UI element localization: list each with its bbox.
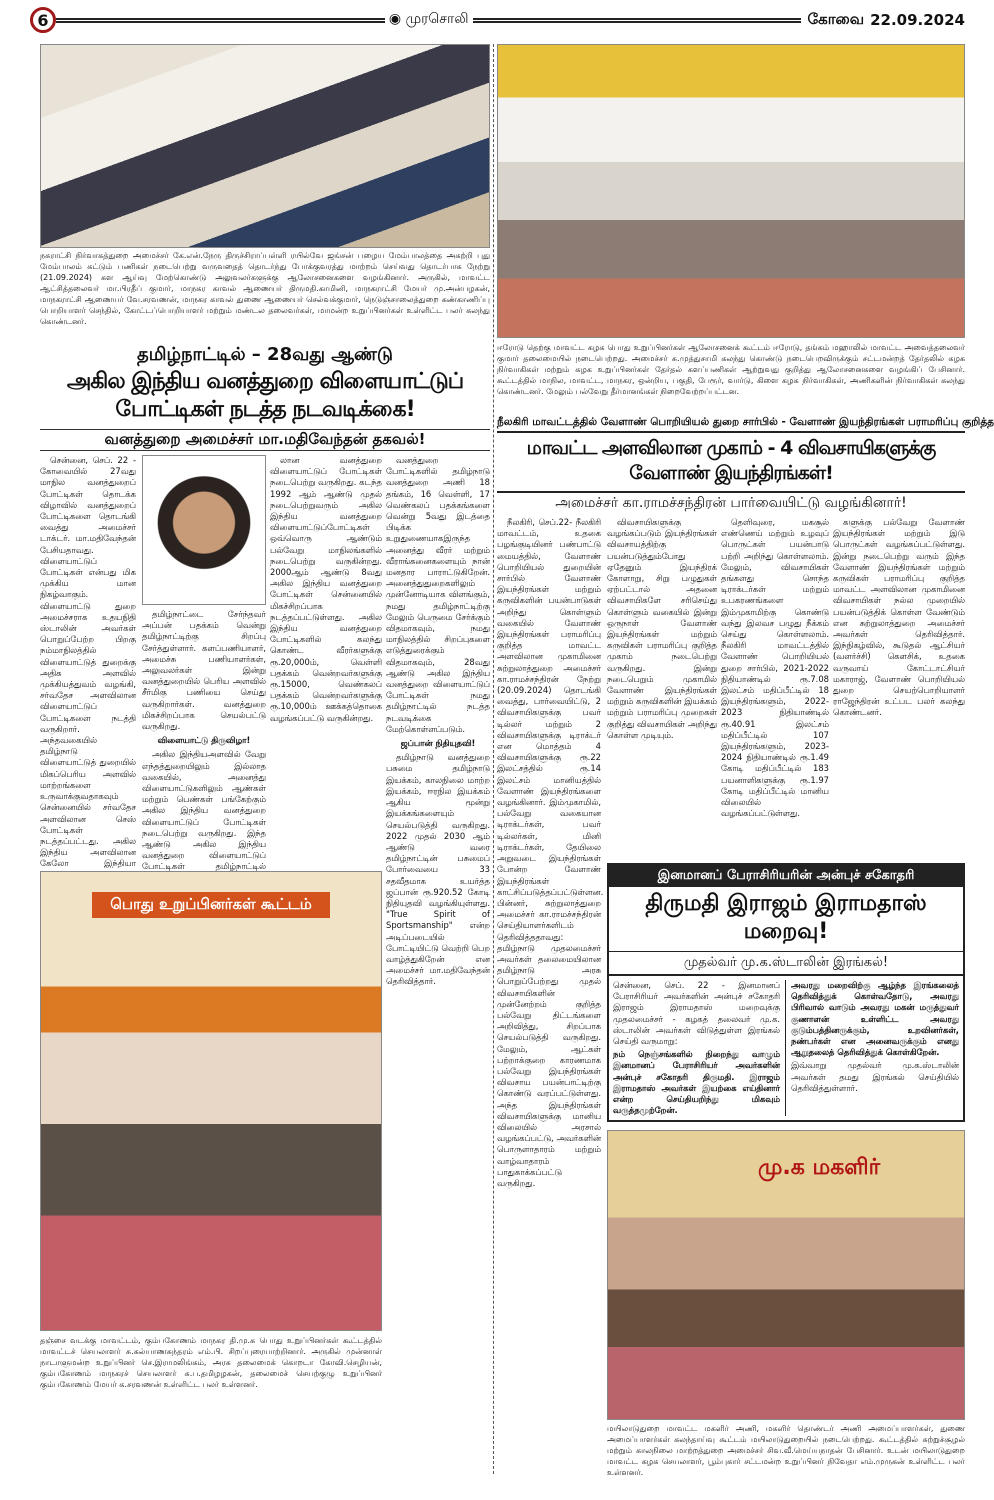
machinery-col-1: [497, 517, 604, 1477]
masthead-text: முரசொலி: [405, 11, 469, 27]
page-number: 6: [30, 7, 56, 33]
edition: கோவை: [807, 10, 865, 28]
machinery-headline: மாவட்ட அளவிலான முகாம் - 4 விவசாயிகளுக்கு வேளாண் இயந்திரங்கள்!: [497, 431, 965, 493]
forest-text: அகில இந்தியஅளவில் வேறு எந்தத்துறையிலும் இல்லாத வகையில், அனைத்து விளையாட்டுகளிலும் ஆண்கள் மற்றும் பெண்கள் பங்கேற்கும் அகில இந்திய வனத்துறை விளையாட்டுப் போட்டிகள் நடைபெற்று வருகிறது. இந்த ஆண்டு அகில இந்திய வனத்துறை விளையாட்டுப் போட்டிகள் தமிழ்நாட்டில்: [142, 749, 266, 872]
forest-headline: அகில இந்திய வனத்துறை விளையாட்டுப் போட்டிகள் நடத்த நடவடிக்கை!: [66, 369, 464, 422]
column-divider: [493, 44, 494, 1474]
party-meeting-caption: தஞ்சை வடக்கு மாவட்டம், கும்பகோணம் மாநகர தி.மு.க பொது உறுப்பினர்கள் கூட்டத்தில் மாவட்டச் செயலாளர் சு.கல்யாணசுந்தரம் எம்.பி. சிறப்புரையாற்றினார். அருகில் முன்னாள் நாடாளுமன்ற உறுப்பினர் செ.இராமலிங்கம், அரசு தலைமைக் கொறடா கோவி.செழியன், கும்பகோணம் மாநகரச் செயலாளர் சு.ப.தமிழழகன், தலைமைச் செயற்குழு உறுப்பினர் கும்பகோணம் மேயர் க.சரவணன் உள்ளிட்ட பலர் உள்ளனர்.: [40, 1336, 382, 1389]
obituary-box: [607, 863, 965, 1122]
machinery-columns: [607, 517, 965, 857]
obituary-text: சென்னை, செப். 22 - இனமானப் பேராசிரியர் அவர்களின் அன்புச் சகோதரி இராஜம் இராமதாஸ் மறைவுக்கு முதலமைச்சர் - கழகத் தலைவர் மு.க. ஸ்டாலின் அவர்கள் விடுத்துள்ள இரங்கல் செய்தி வருமாறு:: [613, 980, 780, 1047]
forest-col-3: [270, 455, 382, 865]
forest-text: தமிழ்நாடு வனத்துறை பசுமை தமிழ்நாடு இயக்கம், காலநிலை மாற்ற இயக்கம், ஈரநில இயக்கம் ஆகிய மூன்று இயக்கங்களையும் செயல்படுத்தி வருகிறது. 2022 முதல் 2030 ஆம் ஆண்டு வரை தமிழ்நாட்டின் பசுமைப் போர்வையை 33 சதவீதமாக உயர்த்த ஜப்பான் ரூ.920.52 கோடி நிதியுதவி வழங்கியுள்ளது. "True Spirit of Sportsmanship" என்ற அடிப்படையில் போட்டியிட்டு வெற்றி பெற வாழ்த்துகிறேன் என அமைச்சர் மா.மதிவேந்தன் தெரிவித்தார்.: [386, 752, 490, 987]
header-rule: [56, 18, 385, 23]
forest-body: [40, 455, 490, 1445]
banner-text: மு.க மகளிர்: [758, 1155, 881, 1181]
machinery-body: [497, 517, 965, 1478]
header-rule: [473, 18, 802, 23]
date: 22.09.2024: [870, 11, 965, 29]
forest-col-4: [386, 455, 490, 1445]
forest-text: சென்னை, செப். 22 - கோவையில் 27வது மாநில வனத்துறைப் போட்டிகள் தொடக்க விழாவில் வனத்துறைப் போட்டிகளை தொடங்கி வைத்து அமைச்சர் டாக்டர். மா.மதிவேந்தன் பேசியதாவது. விளையாட்டுப் போட்டிகள் என்பது மிக முக்கிய மான நிகழ்வாகும். விளையாட்டு துறை அமைச்சராக உதயநிதி ஸ்டாலின் அவர்கள் பொறுப்பேற்ற பிறகு நம்மாநிலத்தில் விளையாட்டுத் துறைக்கு அதிக அளவில் முக்கியத்துவம் வழங்கி, சர்வதேச அளவிலான விளையாட்டுப் போட்டிகளை நடத்தி வருகிறார். அந்தவகையில் தமிழ்நாடு விளையாட்டுத் துறையில் மிகப்பெரிய அளவில் மாற்றங்களை உருவாக்குவதாகவும் சென்னையில் சர்வதேச அளவிலான செஸ் போட்டிகள் நடத்தப்பட்டது. அகில இந்திய அளவிலான கேலோ இந்தியா: [40, 455, 136, 869]
inspection-caption: நகராட்சி நிர்வாகத்துறை அமைச்சர் கே.என்.நேரு திருச்சிராப்பள்ளி ரயில்வே ஜங்சன் பழைய மேம்பாலத்தை அகற்றி புது மேம்பாலம் கட்டும் பணிகள் நடைபெற்று வருவதைத் தொடர்ந்து போக்குவரத்து மாற்றம் செய்வது தொடர்பாக நேற்று (21.09.2024) கள ஆய்வு மேற்கொண்டு அலுவலர்களுக்கு ஆலோசனைகளை வழங்கினார். அருகில், மாவட்ட ஆட்சித்தலைவர் மா.பிரதீப் குமார், மாநகர காவல் ஆணையர் திருமதி.காமினி, மாநகராட்சி மேயர் மு.அன்பழகன், மாநகராட்சி ஆணையர் வே.சரவணன், மாநகர காவல் துணை ஆணையர் செல்வக்குமார், நெடுஞ்சாலைத்துறை கண்காணிப்பு பொறியாளர் செந்தில், கோட்டப்பொறியாளர் மற்றும் மண்டல தலைவர்கள், மாமன்ற உறுப்பினர்கள் உள்ளிட்ட பலர் கலந்து கொண்டனர்.: [40, 251, 490, 326]
machinery-article: [497, 416, 994, 1478]
party-meeting-photo: [40, 871, 382, 1331]
masthead: [385, 11, 473, 29]
obituary-col-2: [786, 980, 959, 1116]
section-heading: ஜப்பான் நிதியுதவி!: [400, 738, 476, 749]
banner-text: பொது உறுப்பினர்கள் கூட்டம்: [92, 892, 330, 918]
forest-col-1: [40, 455, 136, 869]
forest-article: [40, 344, 490, 1445]
forest-text: வனத்துறை போட்டிகளில் தமிழ்நாடு வனத்துறை அணி 18 தங்கம், 16 வெள்ளி, 17 வெண்கலப் பதக்கங்களை வென்று 5வது இடத்தை பிடிக்க உறுதுணையாகஇருந்த அனைத்து வீரர் மற்றும் வீராங்கனைகளையும் நான் மனதார பாராட்டுகிறேன். அனைத்துதுறைகளிலும் முன்னோடியாக விளங்கும், நமது தமிழ்நாட்டிற்கு மேலும் பெருமை சேர்க்கும் விதமாகவும், நமது மாநிலத்தில் சிறப்புகளை எடுத்துரைக்கும் விதமாகவும், 28வது ஆண்டு அகில இந்திய வனத்துறை விளையாட்டுப் போட்டிகள் நமது தமிழ்நாட்டில் நடத்த நடவடிக்கை மேற்கொள்ளப்படும்.: [386, 455, 490, 734]
obituary-quote: அவரது மறைவிற்கு ஆழ்ந்த இரங்கலைத் தெரிவித்துக் கொள்வதோடு, அவரது பிரிவால் வாடும் அவரது மகன் மருத்துவர் குணாளன் உள்ளிட்ட அவரது குடும்பத்தினருக்கும், உறவினர்கள், நண்பர்கள் என அனைவருக்கும் எனது ஆறுதலைத் தெரிவித்துக் கொள்கிறேன்.: [791, 980, 959, 1058]
obituary-kicker: இனமானப் பேராசிரியரின் அன்புச் சகோதரி: [609, 865, 963, 887]
womens-wing-photo: [607, 1130, 965, 1420]
obituary-subheadline: முதல்வர் மு.க.ஸ்டாலின் இரங்கல்!: [609, 952, 963, 976]
page-header: [30, 4, 965, 36]
section-heading: விளையாட்டு திருவிழா!: [157, 735, 251, 746]
machinery-text: நீலகிரி, செப்.22- நீலகிரி மாவட்டம், உதகை பழங்குடியினர் பண்பாட்டு மையத்தில், வேளாண் பொறியியல் துறையின் சார்பில் வேளாண் இயந்திரங்கள் மற்றும் கருவிகளின் பயன்பாடுகள் அறிந்து கொள்ளும் வகையில் வேளாண் இயந்திரங்கள் பராமரிப்பு குறித்த மாவட்ட அளவிலான முகாமினை சுற்றுலாத்துறை அமைச்சர் கா.ராமச்சந்திரன் நேற்று (20.09.2024) தொடங்கி வைத்து, பார்வையிட்டு, 2 விவசாயிகளுக்கு பவர் டில்லர் மற்றும் 2 விவசாயிகளுக்கு டிராக்டர் என மொத்தம் 4 விவசாயிகளுக்கு ரூ.22 இலட்சத்தில் ரூ.14 இலட்சம் மானியத்தில் வேளாண் இயந்திரங்களை வழங்கினார். இம்முகாமில், பல்வேறு வகையான டிராக்டர்கள், பவர் டில்லர்கள், மினி டிராக்டர்கள், தேயிலை அறுவடை இயந்திரங்கள் போன்ற வேளாண் இயந்திரங்கள் காட்சிப்படுத்தப்பட்டுள்ளன. பின்னர், சுற்றுலாத்துறை அமைச்சர் கா.ராமச்சந்திரன் செய்தியாளர்களிடம் தெரிவித்ததாவது: தமிழ்நாடு முதலமைச்சர் அவர்கள் தலைமையிலான தமிழ்நாடு அரசு பொறுப்பேற்றது முதல் விவசாயிகளின் முன்னேற்றம் குறித்த பல்வேறு திட்டங்களை அறிவித்து, சிறப்பாக செயல்படுத்தி வருகிறது. மேலும், ஆட்கள் பற்றாக்குறை காரணமாக பல்வேறு இயந்திரங்கள் விவசாய பயன்பாட்டிற்கு கொண்டு வரப்பட்டுள்ளது. அந்த இயந்திரங்கள் விவசாயிகளுக்கு மானிய விலையில் அரசால் வழங்கப்பட்டு, அவர்களின் பொருளாதாரம் மற்றும் வாழ்வாதாரம் பாதுகாக்கப்பட்டு வருகிறது.: [497, 517, 604, 1188]
forest-text: தமிழ்நாட்டை சேர்ந்தவர் அப்பன் பதக்கம் வென்று தமிழ்நாட்டிற்கு சிறப்பு சேர்த்துள்ளார். களப்பணியாளர், அமைச்சு பணியாளர்கள், அலுவலர்கள் இன்று வனத்துறையில் பெரிய அளவில் சீர்மிகு பணியை செய்து வருகிறார்கள். வனத்துறை மிகச்சிறப்பாக செயல்பட்டு வருகிறது.: [142, 609, 266, 732]
machinery-text: தெளிவுரை, மகசூல் எண்ணெய் மற்றும் உழவுப் பொருட்கள் பயன்பாடு பற்றி அறிந்து கொள்ளலாம். மேலும், விவசாயிகள் தங்களது சொந்த டிராக்டர்கள் மற்றும் உபகரணங்களை இம்முகாமிற்கு கொண்டு வந்து இலவச பழுது நீக்கம் செய்து கொள்ளலாம். நீலகிரி மாவட்டத்தில் வேளாண் பொறியியல் துறை சார்பில், 2021-2022 நிதியாண்டில் ரூ.7.08 இலட்சம் மதிப்பீட்டில் 18 இயந்திரங்களும், 2022-2023 நிதியாண்டில் ரூ.40.91 இலட்சம் மதிப்பீட்டில் 107 இயந்திரங்களும், 2023-2024 நிதியாண்டில் ரூ.1.49 கோடி மதிப்பீட்டில் 183 பயனாளிகளுக்கு ரூ.1.97 கோடி மதிப்பீட்டில் மானிய விலையில் வழங்கப்பட்டுள்ளது.: [721, 517, 829, 819]
masthead-logo-icon: ◉: [388, 11, 402, 27]
machinery-kicker: நீலகிரி மாவட்டத்தில் வேளாண் பொறியியல் துறை சார்பில் - வேளாண் இயந்திரங்கள் பராமரிப்பு குறித்த: [497, 416, 994, 428]
obituary-body: [609, 976, 963, 1120]
forest-col-2: [142, 609, 266, 872]
obituary-quote: நம் நெஞ்சங்களில் நிறைந்து வாழும் இனமானப் பேராசிரியர் அவர்களின் அன்புச் சகோதரி திருமதி. இராஜம் இராமதாஸ் அவர்கள் இயற்கை எய்தினார் என்ற செய்தியறிந்து மிகவும் வருத்தமுற்றேன்.: [613, 1049, 780, 1116]
meeting-photo: [497, 44, 965, 338]
machinery-text: விவசாயிகளுக்கு வழங்கப்படும் இயந்திரங்கள் விவசாயத்திற்கு பயன்படுத்தும்போது ஏதேனும் இயந்திரக் கோளாறு, சிறு பழுதுகள் ஏற்பட்டால் அதனை விவசாயிகளே சரிசெய்து கொள்ளும் வகையில் இன்று ஒருநாள் வேளாண் இயந்திரங்கள் மற்றும் கருவிகள் பராமரிப்பு குறித்த முகாம் நடைபெற்று வருகிறது. இன்று நடைபெறும் முகாமில் வேளாண் இயந்திரங்கள் மற்றும் கருவிகளின் இயக்கம் மற்றும் பராமரிப்பு முறைகள் குறித்து விவசாயிகள் அறிந்து கொள்ள முடியும்.: [607, 517, 717, 740]
machinery-col-2: [607, 517, 717, 857]
obituary-headline: திருமதி இராஜம் இராமதாஸ் மறைவு!: [609, 887, 963, 952]
forest-subheadline: வனத்துறை அமைச்சர் மா.மதிவேந்தன் தகவல்!: [40, 429, 490, 451]
inspection-photo: [40, 44, 490, 248]
machinery-text: களுக்கு பல்வேறு வேளாண் இயந்திரங்கள் மற்றும் இடு பொருட்கள் வழங்கப்பட்டுள்ளது. இன்று நடைபெற்று வரும் இந்த வேளாண் இயந்திரங்கள் மற்றும் கருவிகள் பராமரிப்பு குறித்த மாவட்ட அளவிலான முகாமினை விவசாயிகள் நல்ல முறையில் பயன்படுத்திக் கொள்ள வேண்டும் என சுற்றுலாத்துறை அமைச்சர் அவர்கள் தெரிவித்தார். இந்நிகழ்வில், கூடுதல் ஆட்சியர் (வளர்ச்சி) கௌசிக், உதகை வருவாய் கோட்டாட்சியர் மகாராஜ், வேளாண் பொறியியல் துறை செயற்பொறியாளர் ராஜேந்திரன் உட்பட பலர் கலந்து கொண்டனர்.: [833, 517, 965, 718]
meeting-caption: ஈரோடு தெற்கு மாவட்ட கழக பொது உறுப்பினர்கள் ஆலோசனைக் கூட்டம் ஈரோடு, தங்கம் மஹாலில் மாவட்ட அவைத்தலைவர் குமார் தலைமையில் நடைபெற்றது. அமைச்சர் சு.முத்துசாமி கலந்து கொண்டு நடைபெறவிருக்கும் சட்டமன்றத் தேர்தலில் கழக நிர்வாகிகள் மற்றும் கழக உறுப்பினர்கள் தேர்தல் களப்பணிகள் ஆற்றுவது குறித்து ஆலோசனைகளை வழங்கிப் பேசினார். கூட்டத்தில் மாநில, மாவட்ட, மாநகர, ஒன்றிய, பகுதி, பேரூர், வார்டு, கிளை கழக நிர்வாகிகள், அணிகளின் நிர்வாகிகள் கலந்து கொண்டனர். மேலும் பல்வேறு தீர்மானங்கள் நிறைவேற்றப்பட்டன.: [497, 343, 965, 396]
machinery-subheadline: அமைச்சர் கா.ராமச்சந்திரன் பார்வையிட்டு வழங்கினார்!: [555, 495, 907, 511]
machinery-col-3: [721, 517, 829, 857]
obituary-text: இவ்வாறு முதல்வர் மு.க.ஸ்டாலின் அவர்கள் தமது இரங்கல் செய்தியில் தெரிவித்துள்ளார்.: [791, 1060, 959, 1093]
womens-wing-caption: மயிலாடுதுறை மாவட்ட மகளிர் அணி, மகளிர் தொண்டர் அணி அமைப்பாளர்கள், துணை அமைப்பாளர்கள் கலந்தாய்வு கூட்டம் மயிலாடுதுறையில் நடைபெற்றது. கூட்டத்தில் சுற்றுச்சூழல் மற்றும் காலநிலை மாற்றத்துறை அமைச்சர் சிவ.வீ.மெய்யநாதன் பேசினார். உடன் மயிலாடுதுறை மாவட்ட கழக செயலாளர், பூம்புகார் சட்டமன்ற உறுப்பினர் நிவேதா எம்.முருகன் உள்ளிட்ட பலர் உள்ளனர்.: [607, 1424, 965, 1478]
minister-portrait: [142, 455, 266, 605]
machinery-col-4: [833, 517, 965, 857]
right-stack: [607, 517, 965, 1478]
forest-text: லான வனத்துறை விளையாட்டுப் போட்டிகள் நடைபெற்று வருகிறது. கடந்த 1992 ஆம் ஆண்டு முதல் நடைபெற்றுவரும் அகில இந்திய வனத்துறை விளையாட்டுப்போட்டிகள் ஒவ்வொரு ஆண்டும் பல்வேறு மாநிலங்களில் நடைபெற்று வருகின்றது. 2000ஆம் ஆண்டு 8வது அகில இந்திய வனத்துறை போட்டிகள் சென்னையில் மிகச்சிறப்பாக நடத்தப்பட்டுள்ளது. அகில இந்திய வனத்துறை போட்டிகளில் கலந்து கொண்ட வீரர்களுக்கு ரூ.20,000ம், வெள்ளி பதக்கம் வென்றவர்களுக்கு ரூ.15000, வெண்கலப் பதக்கம் வென்றவர்களுக்கு ரூ.10,000ம் ஊக்கத்தொகை வழங்கப்பட்டு வருகின்றது.: [270, 455, 382, 723]
forest-kicker: தமிழ்நாட்டில் – 28வது ஆண்டு: [137, 344, 393, 365]
obituary-col-1: [613, 980, 786, 1116]
